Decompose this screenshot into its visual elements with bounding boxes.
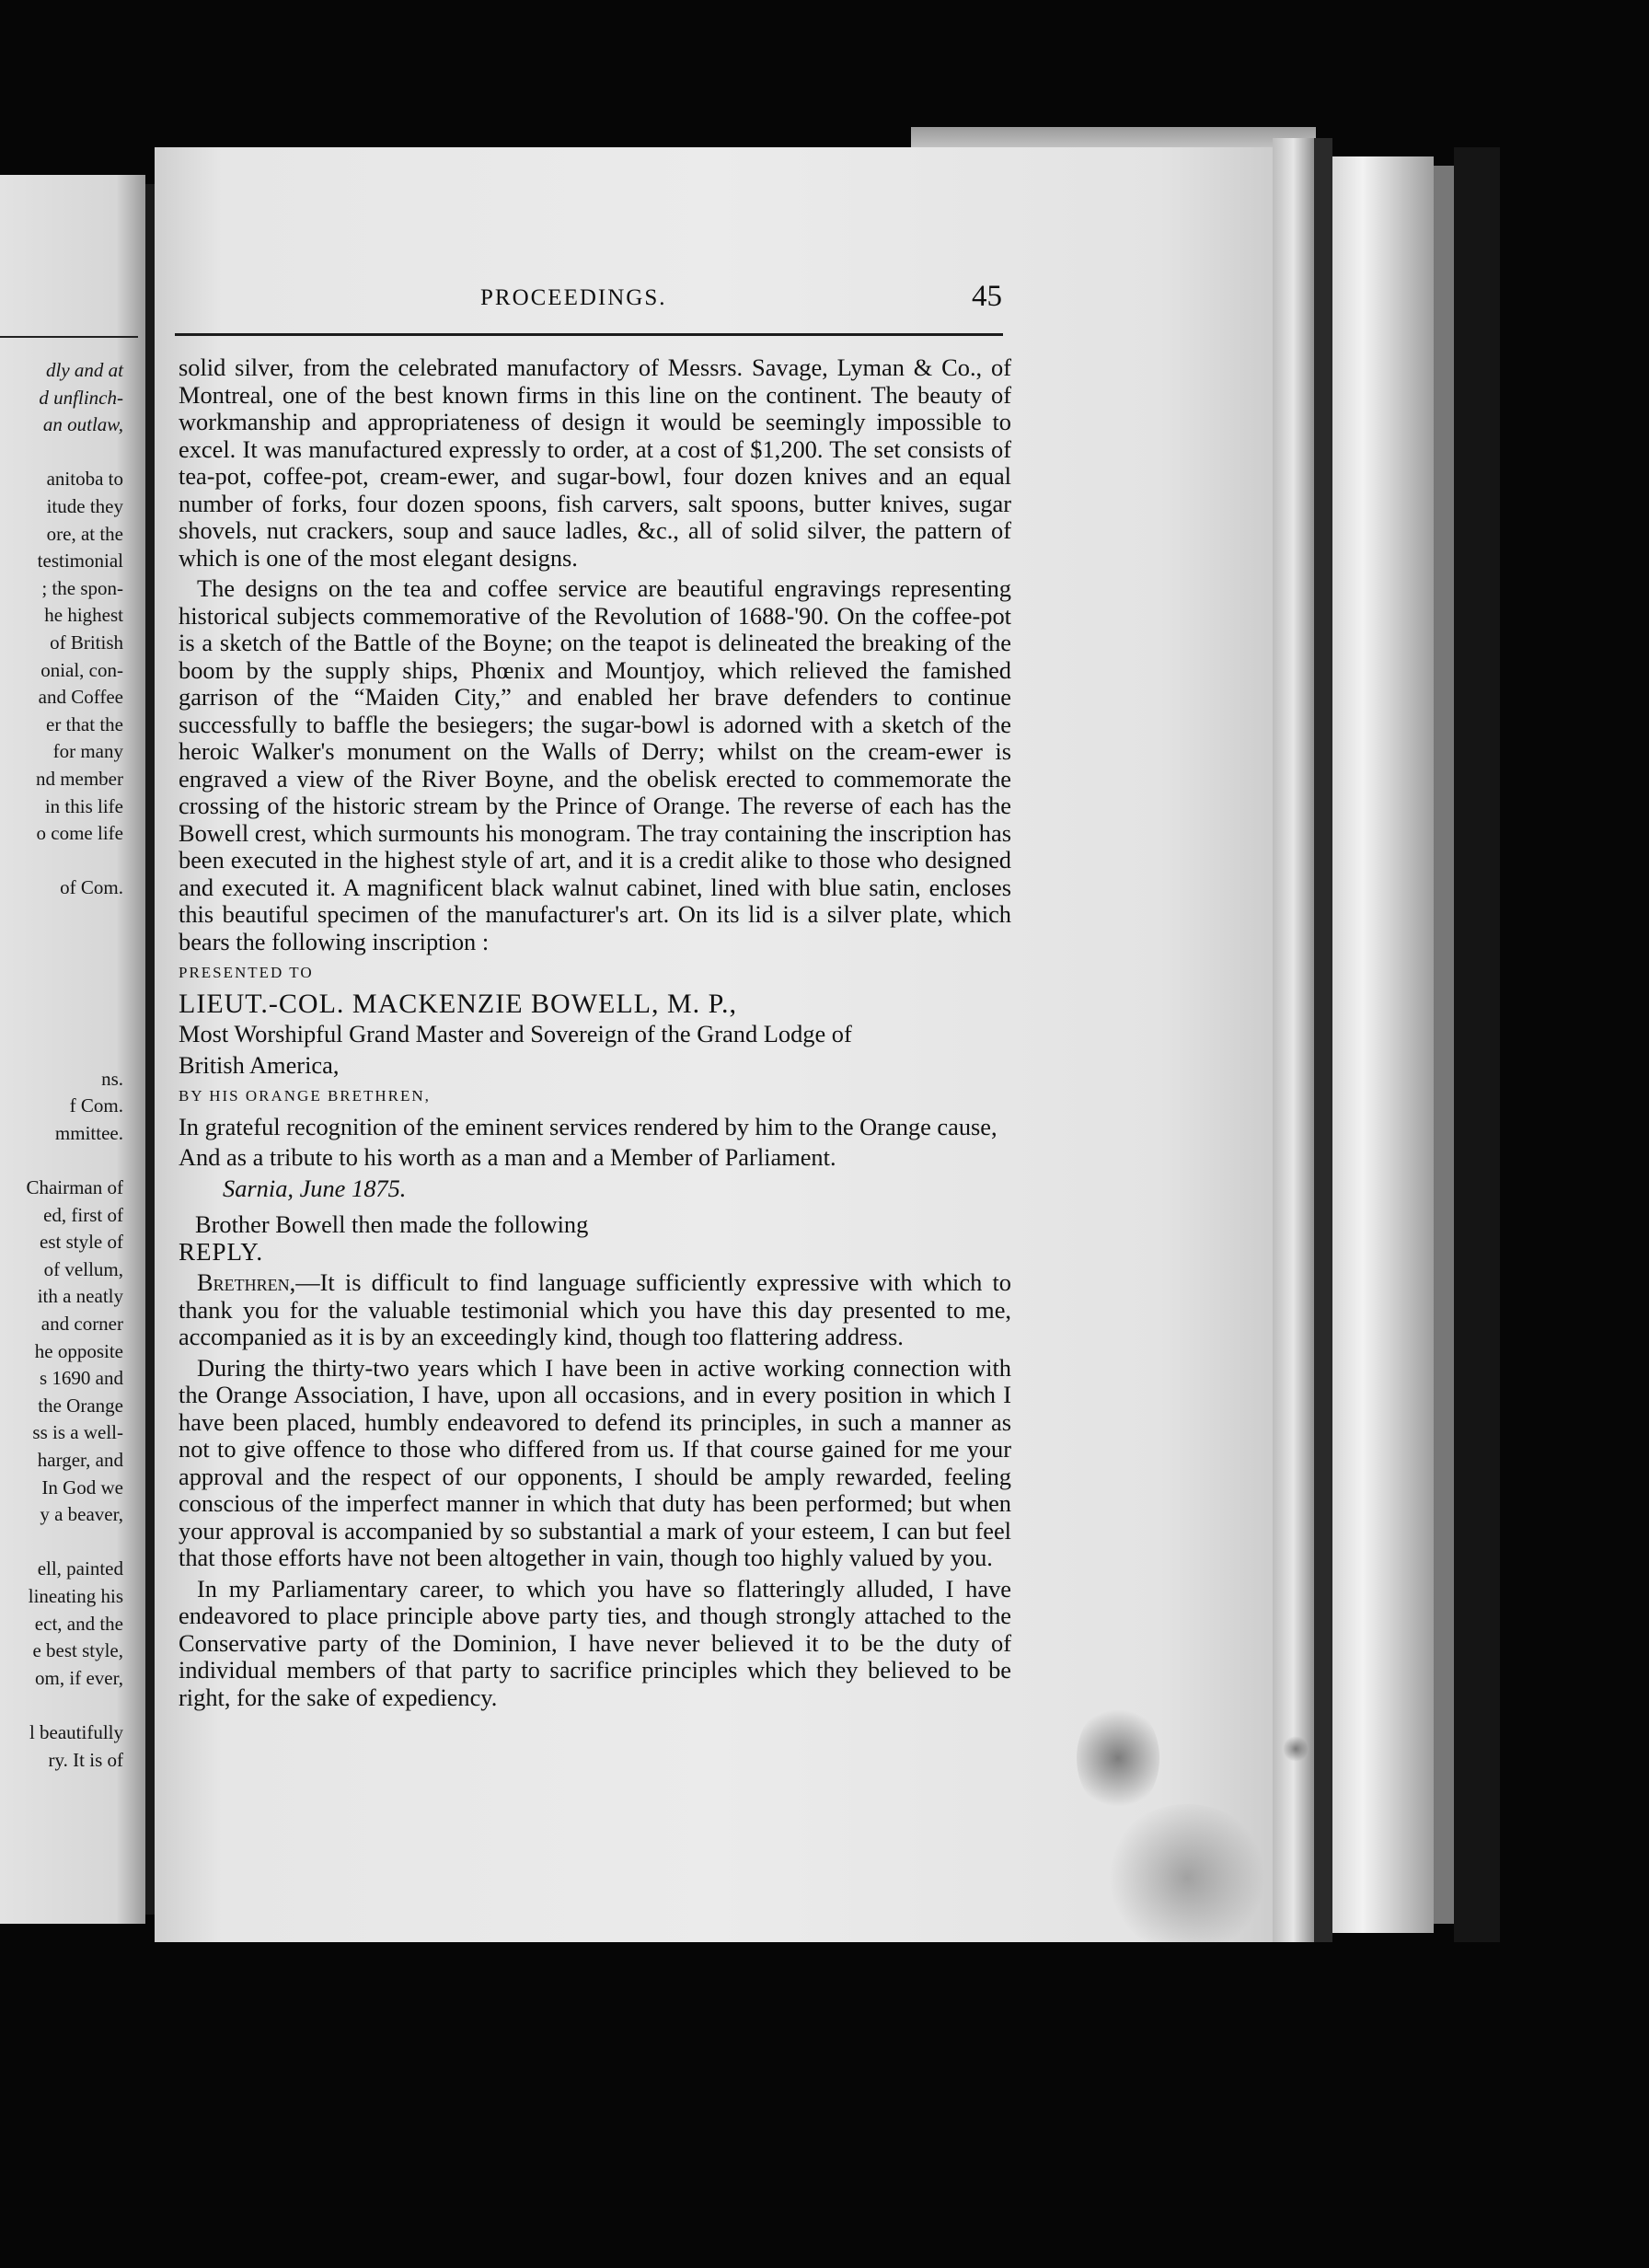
inscription-name: LIEUT.-COL. MACKENZIE BOWELL, M. P., (179, 988, 738, 1019)
left-page-line: and Coffee (38, 686, 123, 709)
left-page-line: nd member (35, 768, 123, 790)
left-page (0, 175, 145, 1924)
left-page-line: Chairman of (26, 1176, 123, 1198)
left-page-line: harger, and (37, 1449, 123, 1471)
inscription-recognition: In grateful recognition of the eminent services rendered by him to the Orange cause, (179, 1112, 997, 1140)
reply-paragraph-1 (179, 1269, 1011, 1351)
left-page-line: y a beaver, (40, 1503, 123, 1526)
inscription-title-line1: Most Worshipful Grand Master and Sovereign of the Grand Lodge of (179, 1020, 852, 1047)
left-page-line: of Com. (60, 876, 123, 899)
left-page-line: ect, and the (34, 1612, 123, 1635)
left-page-line: itude they (46, 495, 123, 517)
left-page-line: l beautifully (29, 1721, 123, 1743)
body-text (179, 354, 1011, 1715)
reply-paragraph-2: During the thirty-two years which I have been in active working connection with the Orange Association, I have, upon all occasions, and in every position in which I have been placed, humbly endeavored to defend its principles, in such a manner as not to give offence to those who differed from us. If that course gained for me your approval and the respect of our opponents, I should be amply rewarded, feeling conscious of the imperfect manner in which that duty has been performed; but when your approval is accompanied by so substantial a mark of your esteem, I can but feel that those efforts have not been altogether in vain, though too highly valued by you. (179, 1353, 1011, 1571)
running-head (155, 280, 1075, 326)
left-page-line: testimonial (37, 550, 123, 573)
page-stack-edge (1434, 166, 1454, 1924)
running-title: PROCEEDINGS. (480, 285, 667, 310)
page-stack-edge (1332, 156, 1434, 1933)
left-page-line: ed, first of (43, 1203, 123, 1226)
left-page-line: in this life (44, 794, 123, 817)
left-page-line: ith a neatly (37, 1285, 123, 1308)
left-page-line: mmittee. (54, 1121, 123, 1144)
left-page-line: ss is a well- (32, 1421, 123, 1444)
left-page-line: d unflinch- (39, 386, 123, 409)
book-cover-edge (1454, 147, 1500, 1942)
left-page-line: anitoba to (46, 468, 123, 491)
ink-smudge (1104, 1804, 1270, 1951)
left-page-line: of British (50, 631, 123, 654)
page-number: 45 (972, 280, 1002, 313)
left-page-line: he opposite (34, 1339, 123, 1362)
page-stack-edge (1273, 138, 1314, 1942)
left-page-line: he highest (44, 604, 123, 627)
inscription-tribute: And as a tribute to his worth as a man and a Member of Parliament. (179, 1143, 836, 1171)
left-page-line: for many (52, 740, 123, 763)
left-page-line: an outlaw, (42, 413, 123, 436)
inscription-place-date: Sarnia, June 1875. (223, 1174, 407, 1202)
left-page-line: ns. (101, 1067, 123, 1090)
left-page-line: In God we (41, 1475, 123, 1498)
left-page-line: the Orange (38, 1394, 123, 1417)
left-page-line: ell, painted (37, 1557, 123, 1580)
left-page-line: f Com. (69, 1094, 123, 1117)
left-page-line: e best style, (32, 1639, 123, 1662)
page-stack-shadow (1314, 138, 1332, 1942)
paragraph-designs: The designs on the tea and coffee service are beautiful engravings representing historical subjects commemorative of the Revolution of 1688-'90. On the coffee-pot is a sketch of the Battle of the Boyne; on the teapot is delineated the breaking of the boom by the supply ships, Phœnix and Mountjoy, which relieved the famished garrison of the “Maiden City,” and enabled her brave defenders to continue successfully to baffle the besiegers; the sugar-bowl is adorned with a sketch of the heroic Walker's monument on the Walls of Derry; whilst on the cream-ewer is engraved a view of the River Boyne, and the obelisk erected to commemorate the crossing of the historic stream by the Prince of Orange. The reverse of each has the Bowell crest, which surmounts his monogram. The tray containing the inscription has been executed in the highest style of art, and it is a credit alike to those who designed and executed it. A magnificent black walnut cabinet, lined with blue satin, encloses this beautiful specimen of the manufacturer's art. On its lid is a silver plate, which bears the following inscription : (179, 574, 1011, 955)
left-page-rule (0, 336, 138, 338)
reply-intro: Brother Bowell then made the following (195, 1210, 589, 1238)
ink-smudge (1284, 1735, 1308, 1763)
left-page-line: ; the spon- (41, 576, 123, 599)
left-page-line: lineating his (28, 1585, 123, 1607)
paragraph-silver-service: solid silver, from the celebrated manufactory of Messrs. Savage, Lyman & Co., of Montreal, one of the best known firms in this line on the continent. The beauty of workmanship and appropriateness of design it would be seemingly impossible to excel. It was manufactured expressly to order, at a cost of $1,200. The set consists of tea-pot, coffee-pot, cream-ewer, and sugar-bowl, four dozen knives and an equal number of forks, four dozen spoons, fish carvers, salt spoons, butter knives, sugar shovels, nut crackers, soup and sauce ladles, &c., all of solid silver, the pattern of which is one of the most elegant designs. (179, 353, 1011, 572)
inscription-title-line2: British America, (179, 1050, 340, 1079)
left-page-line: ore, at the (46, 522, 123, 545)
left-page-line: est style of (40, 1231, 123, 1254)
reply-heading: REPLY. (179, 1237, 264, 1266)
left-page-line: s 1690 and (40, 1367, 123, 1390)
inscription-by-line: BY HIS ORANGE BRETHREN, (179, 1087, 431, 1105)
reply-paragraph-1-text: —It is difficult to find language sufficiently expressive with which to thank you for the valuable testimonial which you have this day presented to me, accompanied as it is by an exceedingly kind, though too flattering address. (179, 1268, 1011, 1350)
left-page-line: of vellum, (43, 1257, 123, 1280)
left-page-line: er that the (46, 712, 123, 735)
left-page-line: and corner (40, 1313, 123, 1335)
left-page-line: o come life (36, 822, 123, 845)
reply-salutation: Brethren, (197, 1268, 296, 1296)
reply-paragraph-3: In my Parliamentary career, to which you have so flatteringly alluded, I have endeavored to place principle above party ties, and though strongly attached to the Conservative party of the Dominion, I have never believed it to be the duty of individual members of that party to sacrifice principles which they believed to be right, for the sake of expediency. (179, 1574, 1011, 1711)
ink-smudge (1077, 1703, 1159, 1813)
left-page-line: onial, con- (40, 658, 123, 681)
inscription-presented-to: PRESENTED TO (179, 964, 314, 981)
left-page-line: om, if ever, (35, 1666, 123, 1689)
left-page-line: dly and at (46, 359, 123, 381)
header-rule (175, 333, 1003, 336)
left-page-line: ry. It is of (48, 1748, 123, 1771)
